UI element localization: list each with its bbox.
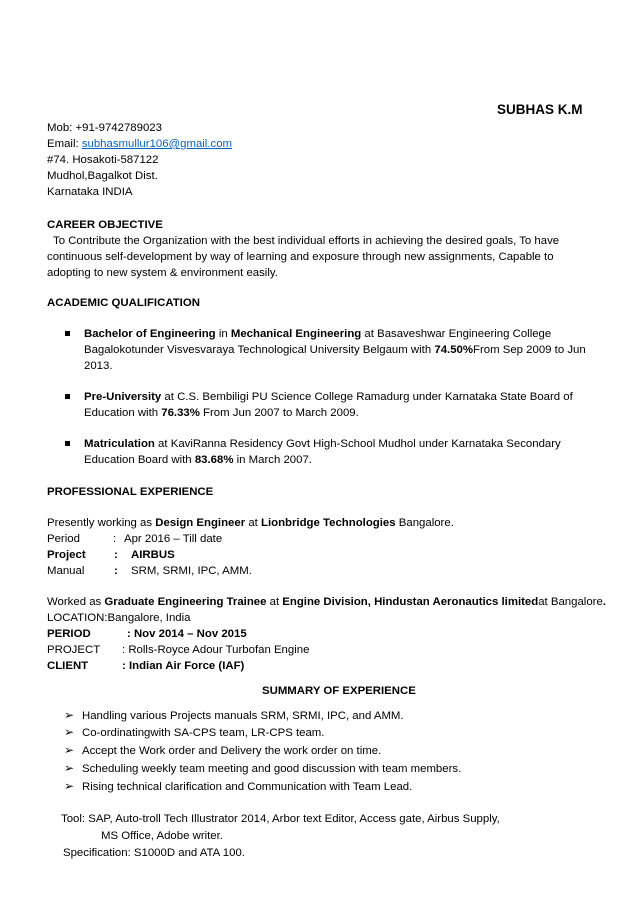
square-bullet-icon — [65, 441, 70, 446]
job-1-manual-sep: : — [114, 565, 118, 577]
arrow-bullet-icon: ➢ — [64, 743, 75, 757]
academic-item-1-line-1: Bachelor of Engineering in Mechanical Engineering at Basaveshwar Engineering College — [84, 328, 552, 340]
career-objective-heading: CAREER OBJECTIVE — [47, 219, 163, 231]
academic-item-1-line-2: Bagalokotunder Visvesvaraya Technological University Belgaum with 74.50%From Sep 2009 to Jun — [84, 344, 586, 356]
job-2-location: LOCATION:Bangalore, India — [47, 612, 191, 624]
job-1-period-value: Apr 2016 – Till date — [124, 533, 223, 545]
job-2-period-label: PERIOD — [47, 628, 91, 640]
address-line-1: #74. Hosakoti-587122 — [47, 154, 159, 166]
academic-item-2-line-2: Education with 76.33% From Jun 2007 to March 2009. — [84, 407, 359, 419]
job-1-intro: Presently working as Design Engineer at Lionbridge Technologies Bangalore. — [47, 517, 454, 529]
academic-item-1-line-3: 2013. — [84, 360, 113, 372]
specification-line: Specification: S1000D and ATA 100. — [63, 847, 245, 859]
job-1-project-label: Project — [47, 549, 86, 561]
tools-line-1: Tool: SAP, Auto-troll Tech Illustrator 2014, Arbor text Editor, Access gate, Airbus Supply, — [61, 813, 500, 825]
candidate-name: SUBHAS K.M — [497, 102, 583, 117]
job-2-period-value: : Nov 2014 – Nov 2015 — [127, 628, 247, 640]
address-line-3: Karnataka INDIA — [47, 186, 133, 198]
job-1-period-sep: : — [113, 533, 117, 545]
email-line — [47, 136, 232, 152]
job-1-manual-value: SRM, SRMI, IPC, AMM. — [131, 565, 252, 577]
job-1-project-value: AIRBUS — [131, 549, 175, 561]
job-1-manual-label: Manual — [47, 565, 85, 577]
career-objective-line-1: To Contribute the Organization with the best individual efforts in achieving the desired goals, To have — [53, 235, 560, 247]
summary-item: Accept the Work order and Delivery the work order on time. — [82, 745, 382, 757]
job-2-project-value: : Rolls-Royce Adour Turbofan Engine — [122, 644, 310, 656]
square-bullet-icon — [65, 331, 70, 336]
academic-item-3-line-1: Matriculation at KaviRanna Residency Govt High-School Mudhol under Karnataka Secondary — [84, 438, 561, 450]
academic-item-2-line-1: Pre-University at C.S. Bembiligi PU Science College Ramadurg under Karnataka State Board of — [84, 391, 573, 403]
job-2-client-value: : Indian Air Force (IAF) — [122, 660, 245, 672]
job-2-intro: Worked as Graduate Engineering Trainee at Engine Division, Hindustan Aeronautics limitedat Bangalore. — [47, 596, 606, 608]
email-link[interactable]: subhasmullur106@gmail.com — [81, 138, 233, 150]
summary-of-experience-heading: SUMMARY OF EXPERIENCE — [262, 685, 416, 697]
arrow-bullet-icon: ➢ — [64, 779, 75, 793]
arrow-bullet-icon: ➢ — [64, 761, 75, 775]
summary-item: Co-ordinatingwith SA-CPS team, LR-CPS team. — [82, 727, 325, 739]
job-2-client-label: CLIENT — [47, 660, 89, 672]
arrow-bullet-icon: ➢ — [64, 708, 75, 722]
square-bullet-icon — [65, 394, 70, 399]
career-objective-line-2: continuous self-development by way of learning and exposure through new assignments, Capable to — [47, 251, 554, 263]
career-objective-line-3: adopting to new system & environment easily. — [47, 267, 278, 279]
job-1-project-sep: : — [114, 549, 118, 561]
academic-qualification-heading: ACADEMIC QUALIFICATION — [47, 297, 200, 309]
summary-item: Handling various Projects manuals SRM, SRMI, IPC, and AMM. — [82, 710, 404, 722]
summary-item: Rising technical clarification and Communication with Team Lead. — [82, 781, 413, 793]
address-line-2: Mudhol,Bagalkot Dist. — [47, 170, 158, 182]
arrow-bullet-icon: ➢ — [64, 725, 75, 739]
mobile-number: Mob: +91-9742789023 — [47, 122, 162, 134]
tools-line-2: MS Office, Adobe writer. — [101, 830, 223, 842]
summary-item: Scheduling weekly team meeting and good discussion with team members. — [82, 763, 462, 775]
email-label: Email: — [47, 138, 82, 150]
job-1-period-label: Period — [47, 533, 80, 545]
job-2-project-label: PROJECT — [47, 644, 101, 656]
academic-item-3-line-2: Education Board with 83.68% in March 2007. — [84, 454, 312, 466]
professional-experience-heading: PROFESSIONAL EXPERIENCE — [47, 486, 214, 498]
